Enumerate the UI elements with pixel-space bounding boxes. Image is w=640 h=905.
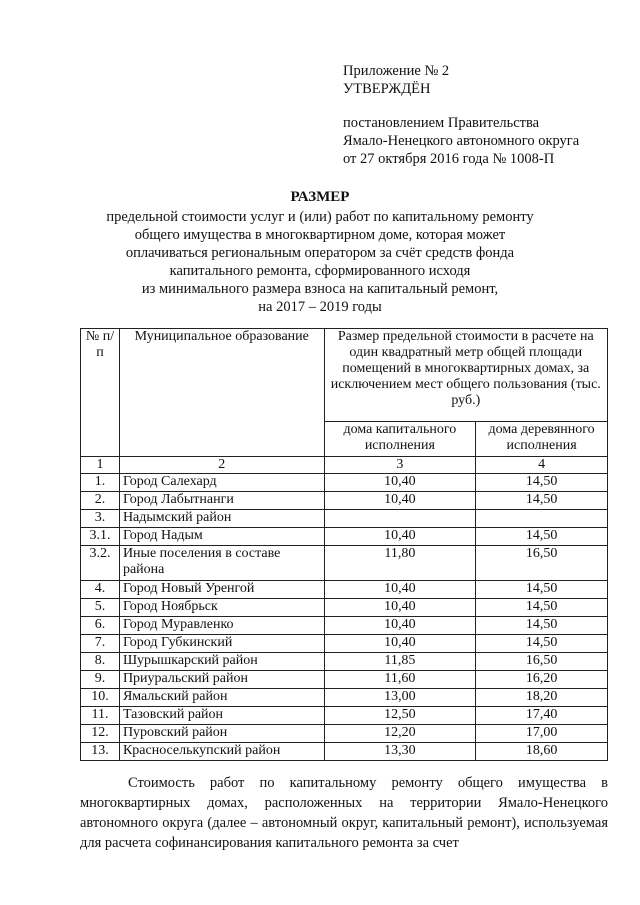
row-wooden-value: 14,50 (476, 617, 608, 635)
row-municipality: Приуральский район (119, 671, 324, 689)
row-wooden-value: 14,50 (476, 599, 608, 617)
table-row (81, 707, 608, 725)
row-number: 6. (81, 617, 120, 635)
table-row (81, 689, 608, 707)
row-capital-value: 10,40 (324, 581, 476, 599)
row-wooden-value: 17,40 (476, 707, 608, 725)
row-capital-value: 13,30 (324, 743, 476, 761)
table-row (81, 635, 608, 653)
row-number: 5. (81, 599, 120, 617)
header-capital: дома капитального исполнения (324, 422, 476, 457)
table-row (81, 474, 608, 492)
row-number: 13. (81, 743, 120, 761)
resolution-line-3: от 27 октября 2016 года № 1008-П (343, 151, 555, 167)
row-municipality: Город Новый Уренгой (119, 581, 324, 599)
row-number: 1. (81, 474, 120, 492)
row-number: 12. (81, 725, 120, 743)
resolution-line-2: Ямало-Ненецкого автономного округа (343, 133, 580, 149)
header-wooden: дома деревянного исполнения (476, 422, 608, 457)
row-wooden-value: 14,50 (476, 492, 608, 510)
cost-table (80, 328, 608, 761)
header-municipality: Муниципальное образование (119, 329, 324, 457)
header-cost: Размер предельной стоимости в расчете на один квадратный метр общей площади помещений в многоквартирных домах, за исключением мест общего пользования (тыс. руб.) (324, 329, 607, 422)
row-municipality: Ямальский район (119, 689, 324, 707)
row-capital-value: 10,40 (324, 617, 476, 635)
row-capital-value: 10,40 (324, 635, 476, 653)
row-number: 3.1. (81, 528, 120, 546)
title-line: на 2017 – 2019 годы (258, 299, 382, 315)
row-capital-value: 12,50 (324, 707, 476, 725)
table-row (81, 599, 608, 617)
row-number: 9. (81, 671, 120, 689)
row-capital-value: 10,40 (324, 528, 476, 546)
table-row (81, 546, 608, 581)
row-wooden-value: 16,50 (476, 546, 608, 581)
row-municipality: Пуровский район (119, 725, 324, 743)
row-wooden-value: 18,60 (476, 743, 608, 761)
table-row (81, 617, 608, 635)
table-row (81, 510, 608, 528)
title-line: общего имущества в многоквартирном доме, которая может (134, 227, 506, 243)
row-number: 10. (81, 689, 120, 707)
row-municipality: Город Муравленко (119, 617, 324, 635)
row-wooden-value: 14,50 (476, 474, 608, 492)
row-capital-value: 11,60 (324, 671, 476, 689)
row-capital-value: 12,20 (324, 725, 476, 743)
row-wooden-value: 18,20 (476, 689, 608, 707)
row-capital-value: 11,80 (324, 546, 476, 581)
row-capital-value (324, 510, 476, 528)
row-capital-value: 11,85 (324, 653, 476, 671)
row-number: 3. (81, 510, 120, 528)
table-row (81, 725, 608, 743)
column-index: 1 (81, 457, 120, 474)
row-capital-value: 10,40 (324, 474, 476, 492)
column-index: 4 (476, 457, 608, 474)
row-capital-value: 13,00 (324, 689, 476, 707)
row-wooden-value: 14,50 (476, 635, 608, 653)
title-line: оплачиваться региональным оператором за счёт средств фонда (125, 245, 515, 261)
column-index-row (81, 457, 608, 474)
title-line: из минимального размера взноса на капитальный ремонт, (141, 281, 499, 297)
row-number: 2. (81, 492, 120, 510)
table-row (81, 581, 608, 599)
row-wooden-value (476, 510, 608, 528)
appendix-block (343, 62, 579, 168)
row-number: 4. (81, 581, 120, 599)
document-title (80, 188, 560, 316)
table-row (81, 653, 608, 671)
table-row (81, 492, 608, 510)
row-capital-value: 10,40 (324, 492, 476, 510)
table-row (81, 743, 608, 761)
column-index: 3 (324, 457, 476, 474)
row-municipality: Шурышкарский район (119, 653, 324, 671)
column-index: 2 (119, 457, 324, 474)
header-num: № п/п (81, 329, 120, 457)
title-heading: РАЗМЕР (290, 189, 350, 205)
title-line: предельной стоимости услуг и (или) работ по капитальному ремонту (106, 209, 534, 225)
row-wooden-value: 14,50 (476, 581, 608, 599)
row-municipality: Красноселькупский район (119, 743, 324, 761)
row-wooden-value: 14,50 (476, 528, 608, 546)
row-municipality: Город Надым (119, 528, 324, 546)
row-municipality: Надымский район (119, 510, 324, 528)
row-wooden-value: 17,00 (476, 725, 608, 743)
row-capital-value: 10,40 (324, 599, 476, 617)
row-municipality: Город Лабытнанги (119, 492, 324, 510)
row-number: 3.2. (81, 546, 120, 581)
row-municipality: Город Салехард (119, 474, 324, 492)
table-row (81, 528, 608, 546)
table-row (81, 671, 608, 689)
row-municipality: Иные поселения в составе района (119, 546, 324, 581)
body-paragraph (80, 773, 608, 853)
row-municipality: Город Губкинский (119, 635, 324, 653)
row-municipality: Город Ноябрьск (119, 599, 324, 617)
row-number: 11. (81, 707, 120, 725)
row-wooden-value: 16,20 (476, 671, 608, 689)
title-line: капитального ремонта, сформированного исходя (169, 263, 471, 279)
approved-label: УТВЕРЖДЁН (343, 81, 431, 97)
row-municipality: Тазовский район (119, 707, 324, 725)
row-wooden-value: 16,50 (476, 653, 608, 671)
appendix-number: Приложение № 2 (343, 63, 450, 79)
row-number: 7. (81, 635, 120, 653)
paragraph-text: Стоимость работ по капитальному ремонту общего имущества в многоквартирных домах, расположенных на территории Ямало-Ненецкого автономного округа (далее – автономный округ, капитальный ремонт), используемая для расчета софинансирования капитального ремонта за счет (80, 775, 608, 851)
row-number: 8. (81, 653, 120, 671)
resolution-line-1: постановлением Правительства (343, 115, 540, 131)
